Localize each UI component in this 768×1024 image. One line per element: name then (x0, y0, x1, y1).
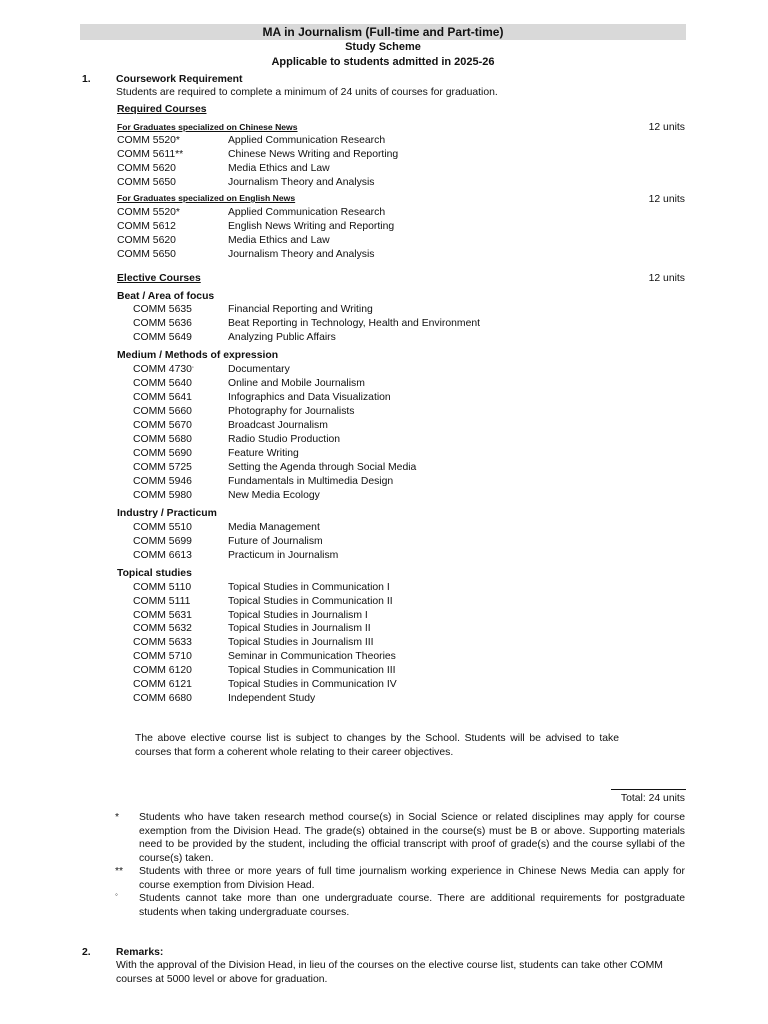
course-name: Journalism Theory and Analysis (228, 177, 375, 188)
footnote-text: Students who have taken research method course(s) in Social Science or related disciplines may apply for course exemption from the Division Head. The grade(s) obtained in the course(s) must be B or above. Supporting materials need to be provided by the student, including the official transcript with proof of grade(s) and the course syllabi of the course(s) taken. (139, 812, 685, 864)
course-name: Topical Studies in Journalism I (228, 610, 368, 621)
course-code (133, 363, 194, 377)
section-2-number: 2. (82, 947, 91, 958)
course-code: COMM 5725 (133, 462, 192, 473)
footnote-mark: * (115, 812, 120, 823)
required-courses-heading: Required Courses (117, 104, 207, 115)
course-name: Chinese News Writing and Reporting (228, 149, 399, 160)
course-name: Fundamentals in Multimedia Design (228, 476, 394, 487)
course-code: COMM 5620 (117, 163, 176, 174)
course-name: Financial Reporting and Writing (228, 304, 373, 315)
course-code: COMM 5612 (117, 221, 176, 232)
course-name: Future of Journalism (228, 536, 323, 547)
section-1-heading: Coursework Requirement (116, 74, 243, 85)
section-2-heading: Remarks: (116, 947, 164, 958)
course-code: COMM 5633 (133, 637, 192, 648)
course-code: COMM 5660 (133, 406, 192, 417)
course-code: COMM 6121 (133, 679, 192, 690)
course-name: Setting the Agenda through Social Media (228, 462, 417, 473)
course-code: COMM 5946 (133, 476, 192, 487)
course-code: COMM 5980 (133, 490, 192, 501)
undergraduate-mark: ◦ (191, 365, 195, 371)
course-code: COMM 5620 (117, 235, 176, 246)
course-name: Seminar in Communication Theories (228, 651, 396, 662)
course-name: Journalism Theory and Analysis (228, 249, 375, 260)
course-name: Media Ethics and Law (228, 163, 330, 174)
chinese-news-heading: For Graduates specialized on Chinese News (117, 122, 298, 132)
elective-note: The above elective course list is subject to changes by the School. Students will be advised to take courses that form a coherent whole relating to their career objectives. (135, 733, 619, 758)
footnote-mark: ◦ (115, 890, 118, 899)
course-code: COMM 5650 (117, 177, 176, 188)
course-code: COMM 6120 (133, 665, 192, 676)
beat-heading: Beat / Area of focus (117, 291, 215, 302)
course-name: New Media Ecology (228, 490, 320, 501)
course-name: Independent Study (228, 693, 316, 704)
course-code: COMM 5649 (133, 332, 192, 343)
course-code-text: COMM 4730 (133, 364, 192, 375)
course-name: Infographics and Data Visualization (228, 392, 391, 403)
course-code: COMM 5690 (133, 448, 192, 459)
medium-heading: Medium / Methods of expression (117, 350, 279, 361)
course-name: Applied Communication Research (228, 135, 386, 146)
course-code: COMM 5710 (133, 651, 192, 662)
total-rule (611, 789, 686, 790)
course-code: COMM 5611** (117, 149, 184, 160)
english-news-units: 12 units (648, 194, 685, 205)
elective-units: 12 units (648, 273, 685, 284)
footnote-text: Students cannot take more than one undergraduate course. There are additional requirements for postgraduate students when taking undergraduate courses. (139, 893, 685, 918)
course-name: Topical Studies in Communication III (228, 665, 396, 676)
course-code: COMM 5680 (133, 434, 192, 445)
course-name: Practicum in Journalism (228, 550, 339, 561)
course-name: Applied Communication Research (228, 207, 386, 218)
course-name: Photography for Journalists (228, 406, 355, 417)
section-1-number: 1. (82, 74, 91, 85)
course-name: Online and Mobile Journalism (228, 378, 365, 389)
course-code: COMM 5111 (133, 596, 191, 607)
course-code: COMM 5650 (117, 249, 176, 260)
section-2-text: With the approval of the Division Head, in lieu of the courses on the elective course list, students can take other COMM courses at 5000 level or above for graduation. (116, 960, 663, 985)
course-name: Documentary (228, 364, 290, 375)
footnote-text: Students with three or more years of full time journalism working experience in Chinese News Media can apply for course exemption from Division Head. (139, 866, 685, 891)
course-code: COMM 5520* (117, 135, 180, 146)
course-name: Broadcast Journalism (228, 420, 328, 431)
course-name: Feature Writing (228, 448, 299, 459)
course-code: COMM 5636 (133, 318, 192, 329)
course-name: Topical Studies in Communication I (228, 582, 390, 593)
total-units: Total: 24 units (620, 793, 685, 804)
course-code: COMM 5670 (133, 420, 192, 431)
course-code: COMM 6680 (133, 693, 192, 704)
course-name: Topical Studies in Communication II (228, 596, 393, 607)
english-news-heading: For Graduates specialized on English News (117, 193, 296, 203)
page-subtitle: Study Scheme (345, 41, 421, 53)
course-code: COMM 5510 (133, 522, 192, 533)
course-code: COMM 5699 (133, 536, 192, 547)
course-code: COMM 5520* (117, 207, 180, 218)
industry-heading: Industry / Practicum (117, 508, 217, 519)
page-title: MA in Journalism (Full-time and Part-time) (262, 25, 504, 39)
course-code: COMM 5631 (133, 610, 192, 621)
title-bar (80, 24, 686, 40)
chinese-news-units: 12 units (648, 122, 685, 133)
course-name: Media Management (228, 522, 320, 533)
course-code: COMM 5640 (133, 378, 192, 389)
course-name: Topical Studies in Journalism III (228, 637, 374, 648)
course-name: Topical Studies in Communication IV (228, 679, 397, 690)
topical-heading: Topical studies (117, 568, 192, 579)
course-code: COMM 5110 (133, 582, 192, 593)
course-name: English News Writing and Reporting (228, 221, 395, 232)
footnote-mark: ** (115, 866, 124, 877)
course-code: COMM 5641 (133, 392, 192, 403)
section-1-intro: Students are required to complete a minimum of 24 units of courses for graduation. (116, 87, 498, 98)
elective-courses-heading: Elective Courses (117, 273, 201, 284)
applicability-line: Applicable to students admitted in 2025-26 (271, 56, 495, 68)
course-name: Topical Studies in Journalism II (228, 623, 371, 634)
course-name: Analyzing Public Affairs (228, 332, 336, 343)
course-code: COMM 5632 (133, 623, 192, 634)
course-name: Media Ethics and Law (228, 235, 330, 246)
course-name: Beat Reporting in Technology, Health and Environment (228, 318, 481, 329)
course-code: COMM 5635 (133, 304, 192, 315)
course-name: Radio Studio Production (228, 434, 341, 445)
course-code: COMM 6613 (133, 550, 192, 561)
